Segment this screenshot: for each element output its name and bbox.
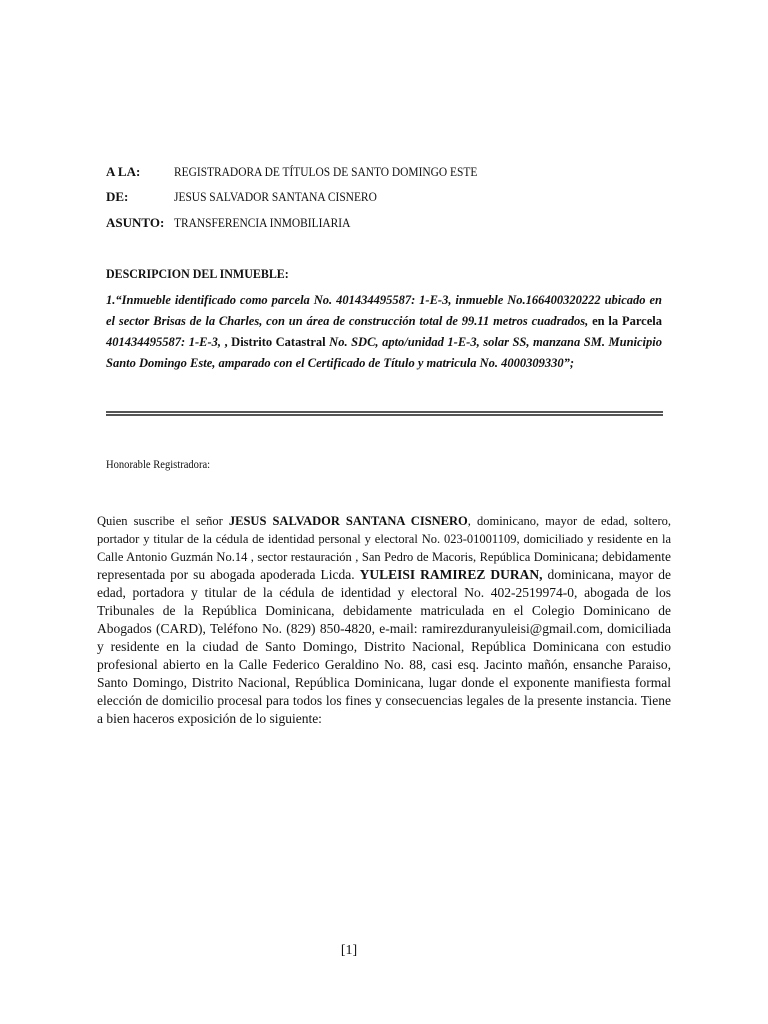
letter-body-client-details: , dominicano, mayor de edad, soltero, portador y titular de la cédula de identidad personal y electoral No. 023-01001109, domiciliado y residente en la Calle Antonio Guzmán No.14 , sector restauración , San Pedro de Macoris, República Dominicana; bbox=[97, 514, 671, 564]
memo-to-label: A LA: bbox=[106, 164, 141, 179]
property-item-part-d: , Distrito Catastral bbox=[220, 335, 330, 349]
letter-greeting: Honorable Registradora: bbox=[106, 457, 211, 471]
property-heading: DESCRIPCION DEL INMUEBLE: bbox=[106, 266, 289, 281]
memo-subject-value: TRANSFERENCIA INMOBILIARIA bbox=[174, 215, 351, 230]
property-item-part-b: en la Parcela bbox=[588, 314, 662, 328]
divider-rule-bottom bbox=[106, 414, 663, 416]
property-description bbox=[106, 290, 662, 374]
memo-subject-label: ASUNTO: bbox=[106, 215, 165, 230]
letter-body bbox=[97, 512, 671, 728]
client-name: JESUS SALVADOR SANTANA CISNERO bbox=[228, 514, 468, 528]
property-item-part-e: No. SDC, apto/unidad 1-E-3, solar SS, manzana SM. Municipio Santo Domingo Este, amparado con el Certificado de Título y matricula No. 4000309330”; bbox=[106, 335, 662, 370]
memo-from-label: DE: bbox=[106, 189, 129, 204]
memo-to-row bbox=[106, 164, 519, 180]
letter-body-representation: debidamente representada por su abogada apoderada Licda. bbox=[97, 549, 671, 582]
letter-body-intro: Quien suscribe el señor bbox=[97, 514, 229, 528]
divider-rule-top bbox=[106, 411, 663, 413]
property-item-part-c: 401434495587: 1-E-3, bbox=[106, 335, 221, 349]
memo-to-value: REGISTRADORA DE TÍTULOS DE SANTO DOMINGO ESTE bbox=[174, 164, 478, 179]
letter-body-lawyer-details: dominicana, mayor de edad, portadora y titular de la cédula de identidad y electoral No. 402-2519974-0, abogada de los Tribunales de la República Dominicana, debidamente matriculada en el Colegio Dominicano de Abogados (CARD), Teléfono No. (829) 850-4820, e-mail: ramirezduranyuleisi@gmail.com, domiciliada y residente en la ciudad de Santo Domingo, Distrito Nacional, República Dominicana con estudio profesional abierto en la Calle Federico Geraldino No. 88, casi esq. Jacinto mañón, ensanche Paraiso, Santo Domingo, Distrito Nacional, República Dominicana, lugar donde el exponente manifiesta formal elección de domicilio procesal para todos los fines y consecuencias legales de la presente instancia. Tiene a bien haceros exposición de lo siguiente: bbox=[97, 567, 671, 726]
memo-subject-row bbox=[106, 215, 374, 231]
memo-from-row bbox=[106, 189, 404, 205]
memo-from-value: JESUS SALVADOR SANTANA CISNERO bbox=[174, 189, 377, 204]
page-number: [1] bbox=[340, 943, 358, 958]
lawyer-name: YULEISI RAMIREZ DURAN, bbox=[359, 567, 543, 582]
property-item-part-a: 1.“Inmueble identificado como parcela No. 401434495587: 1-E-3, inmueble No.166400320222 ubicado en el sector Brisas de la Charles, con un área de construcción total de 99.11 metros cuadrados, bbox=[106, 293, 662, 328]
